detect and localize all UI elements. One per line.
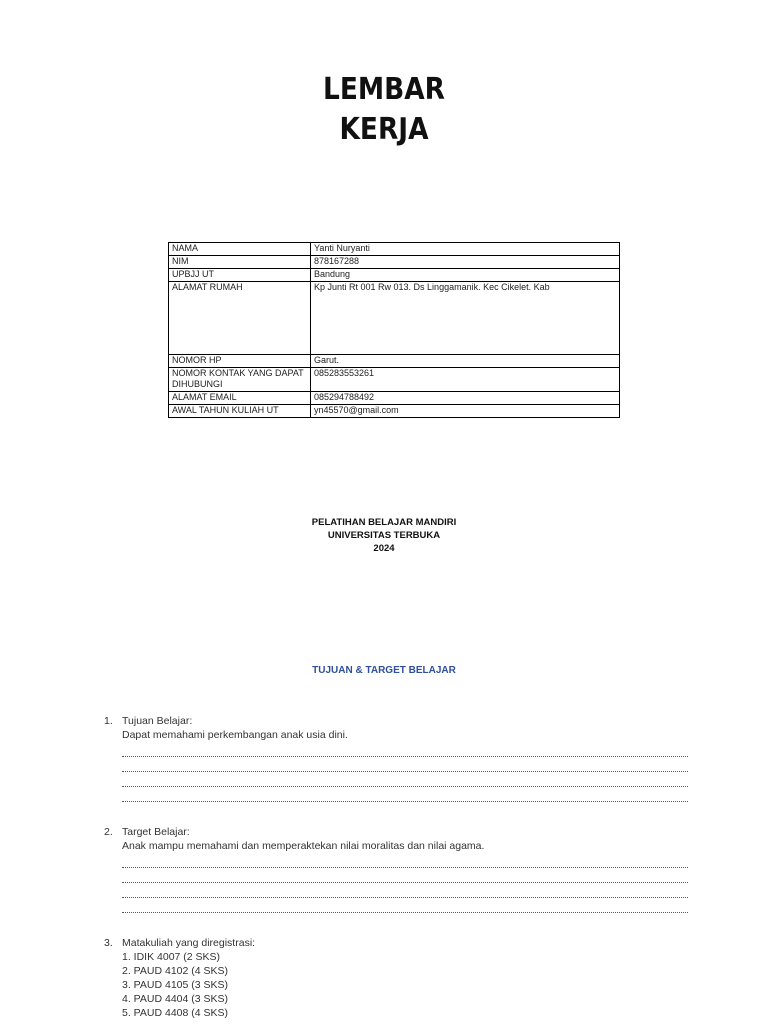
program-line-1: PELATIHAN BELAJAR MANDIRI (311, 517, 457, 528)
item-label: Tujuan Belajar: (122, 715, 193, 727)
row-value: 085294788492 (311, 392, 620, 405)
section-title: TUJUAN & TARGET BELAJAR (312, 665, 456, 676)
item-text: Anak mampu memahami dan memperaktekan nilai moralitas dan nilai agama. (122, 840, 485, 852)
row-value: Kp Junti Rt 001 Rw 013. Ds Linggamanik. Kec Cikelet. Kab (311, 282, 620, 355)
dotted-line (122, 758, 688, 772)
dotted-line (122, 854, 688, 868)
row-label: NIM (169, 256, 311, 269)
dotted-line (122, 899, 688, 913)
course-item: 4. PAUD 4404 (3 SKS) (122, 993, 229, 1005)
program-heading (0, 516, 768, 555)
table-row (169, 256, 620, 269)
row-value: yn45570@gmail.com (311, 405, 620, 418)
item-label: Target Belajar: (122, 826, 190, 838)
row-label: NOMOR KONTAK YANG DAPAT DIHUBUNGI (169, 368, 311, 392)
list-number: 2. (104, 826, 113, 838)
item-text: Dapat memahami perkembangan anak usia dini. (122, 729, 348, 741)
dotted-line (122, 869, 688, 883)
dotted-line (122, 788, 688, 802)
item-label: Matakuliah yang diregistrasi: (122, 937, 256, 949)
dotted-line (122, 773, 688, 787)
table-row (169, 405, 620, 418)
program-line-2: UNIVERSITAS TERBUKA (327, 530, 441, 541)
document-title (0, 70, 768, 150)
course-item: 3. PAUD 4105 (3 SKS) (122, 979, 229, 991)
row-value: Garut. (311, 355, 620, 368)
dotted-line (122, 884, 688, 898)
student-info-table (168, 242, 620, 418)
row-label: ALAMAT EMAIL (169, 392, 311, 405)
table-row (169, 243, 620, 256)
list-item-target (104, 825, 688, 913)
row-value: 878167288 (311, 256, 620, 269)
table-row (169, 355, 620, 368)
row-label: NAMA (169, 243, 311, 256)
row-label: NOMOR HP (169, 355, 311, 368)
table-row (169, 392, 620, 405)
table-row (169, 282, 620, 355)
row-value: 085283553261 (311, 368, 620, 392)
table-row (169, 368, 620, 392)
row-label: AWAL TAHUN KULIAH UT (169, 405, 311, 418)
table-row (169, 269, 620, 282)
course-item: 5. PAUD 4408 (4 SKS) (122, 1007, 229, 1019)
list-number: 1. (104, 715, 113, 727)
list-number: 3. (104, 937, 113, 949)
list-item-matakuliah (104, 936, 688, 1020)
title-line-2: KERJA (339, 112, 429, 147)
row-value: Yanti Nuryanti (311, 243, 620, 256)
dotted-line (122, 743, 688, 757)
row-value: Bandung (311, 269, 620, 282)
title-line-1: LEMBAR (322, 72, 446, 107)
row-label: ALAMAT RUMAH (169, 282, 311, 355)
program-year: 2024 (373, 543, 395, 554)
course-item: 1. IDIK 4007 (2 SKS) (122, 951, 221, 963)
list-item-tujuan (104, 714, 688, 802)
course-item: 2. PAUD 4102 (4 SKS) (122, 965, 229, 977)
row-label: UPBJJ UT (169, 269, 311, 282)
